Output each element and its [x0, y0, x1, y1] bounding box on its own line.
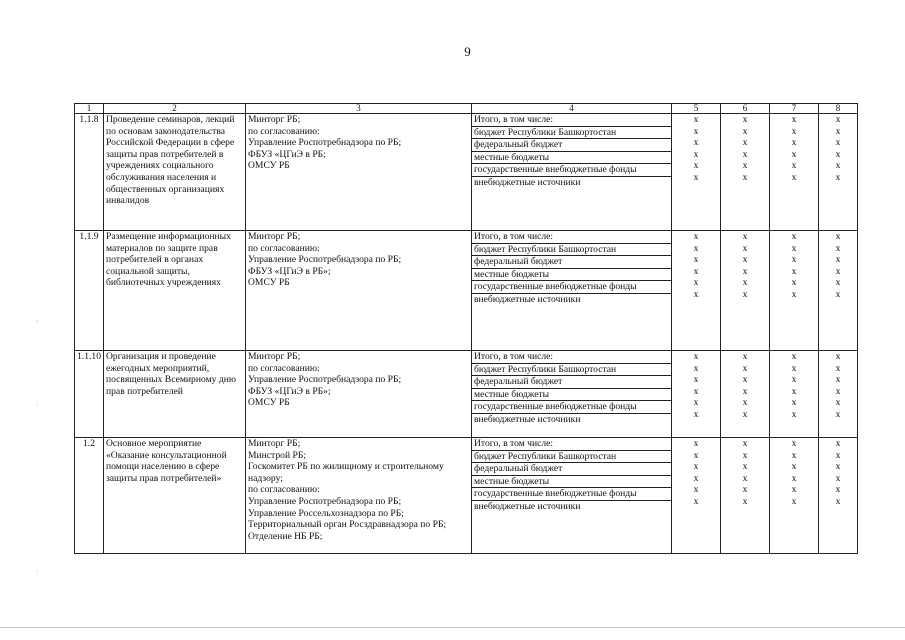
funding-source: бюджет Республики Башкортостан: [472, 244, 671, 257]
value-column-6: [721, 231, 770, 351]
activity-name: Организация и проведение ежегодных мероприятий, посвященных Всемирному дню прав потребителей: [104, 351, 246, 438]
value-mark: x: [693, 449, 699, 461]
value-mark: x: [835, 242, 841, 254]
executor-line: Территориальный орган Росздравнадзора по РБ;: [248, 519, 447, 531]
executor-line: надзору;: [248, 472, 283, 484]
value-mark: x: [791, 374, 797, 386]
header-row: [75, 104, 858, 114]
value-mark: x: [742, 408, 748, 420]
value-column-5: [672, 351, 721, 438]
activity-name: Проведение семинаров, лекций по основам законодательства Российской Федерации в сфере защиты прав потребителей в учреждениях социального обслуживания населения и общественных организациях инвалидов: [104, 114, 246, 231]
header-cell: 3: [246, 104, 472, 114]
activity-name: Основное мероприятие «Оказание консультационной помощи населению в сфере защиты прав потребителей»: [104, 438, 246, 554]
value-mark: x: [693, 385, 699, 397]
funding-source: федеральный бюджет: [472, 376, 671, 389]
value-mark: x: [835, 114, 841, 125]
value-mark: x: [693, 461, 699, 473]
value-mark: x: [791, 461, 797, 473]
executor-line: ОМСУ РБ: [248, 397, 290, 409]
value-mark: x: [791, 472, 797, 484]
bottom-divider: [0, 627, 905, 628]
funding-source: местные бюджеты: [472, 389, 671, 402]
header-cell: 8: [819, 104, 858, 114]
header-cell: 1: [75, 104, 104, 114]
executor-line: по согласованию:: [248, 125, 320, 137]
value-mark: x: [791, 265, 797, 277]
value-mark: x: [791, 495, 797, 507]
value-mark: x: [693, 288, 699, 300]
executor-line: Госкомитет РБ по жилищному и строительному: [248, 461, 444, 473]
value-mark: x: [742, 397, 748, 409]
funding-source: государственные внебюджетные фонды: [472, 164, 671, 177]
funding-source: государственные внебюджетные фонды: [472, 401, 671, 414]
funding-source: федеральный бюджет: [472, 139, 671, 152]
value-mark: x: [693, 265, 699, 277]
value-mark: x: [791, 114, 797, 125]
funding-source: местные бюджеты: [472, 269, 671, 282]
funding-sources-cell: [472, 438, 672, 554]
value-mark: x: [835, 484, 841, 496]
value-column-7: [770, 114, 819, 231]
executor-line: Управление Роспотребнадзора по РБ;: [248, 495, 402, 507]
value-mark: x: [693, 242, 699, 254]
value-mark: x: [742, 137, 748, 149]
executor-line: по согласованию:: [248, 242, 320, 254]
value-mark: x: [742, 288, 748, 300]
funding-source: бюджет Республики Башкортостан: [472, 364, 671, 377]
value-mark: x: [791, 351, 797, 362]
value-mark: x: [835, 374, 841, 386]
activity-name: Размещение информационных материалов по защите прав потребителей в органах социальной защиты, библиотечных учреждениях: [104, 231, 246, 351]
row-number: 1.1.8: [75, 114, 104, 231]
value-mark: x: [835, 231, 841, 242]
value-mark: x: [835, 288, 841, 300]
value-column-8: [819, 438, 858, 554]
value-mark: x: [791, 385, 797, 397]
header-cell: 7: [770, 104, 819, 114]
value-column-6: [721, 438, 770, 554]
executors-cell: [246, 351, 472, 438]
executor-line: Минторг РБ;: [248, 231, 301, 242]
value-mark: x: [742, 125, 748, 137]
value-mark: x: [791, 484, 797, 496]
funding-source: внебюджетные источники: [474, 176, 581, 188]
value-column-7: [770, 351, 819, 438]
value-mark: x: [835, 472, 841, 484]
value-mark: x: [742, 374, 748, 386]
value-mark: x: [693, 171, 699, 183]
value-mark: x: [835, 148, 841, 160]
value-mark: x: [693, 472, 699, 484]
table-row: [75, 114, 858, 231]
value-mark: x: [835, 408, 841, 420]
value-mark: x: [693, 374, 699, 386]
funding-source: федеральный бюджет: [472, 256, 671, 269]
funding-source: Итого, в том числе:: [472, 114, 671, 127]
header-cell: 2: [104, 104, 246, 114]
value-mark: x: [791, 288, 797, 300]
funding-sources-cell: [472, 231, 672, 351]
margin-mark: ·: [36, 401, 39, 410]
value-mark: x: [791, 277, 797, 289]
value-mark: x: [835, 449, 841, 461]
funding-source: бюджет Республики Башкортостан: [472, 127, 671, 140]
value-mark: x: [791, 438, 797, 449]
value-mark: x: [742, 484, 748, 496]
value-mark: x: [791, 254, 797, 266]
value-mark: x: [742, 461, 748, 473]
value-mark: x: [835, 495, 841, 507]
value-mark: x: [835, 254, 841, 266]
value-mark: x: [693, 362, 699, 374]
value-mark: x: [791, 362, 797, 374]
funding-source: местные бюджеты: [472, 152, 671, 165]
value-mark: x: [791, 160, 797, 172]
value-mark: x: [835, 385, 841, 397]
value-mark: x: [791, 137, 797, 149]
executors-cell: [246, 231, 472, 351]
funding-source: внебюджетные источники: [474, 500, 581, 512]
value-mark: x: [742, 148, 748, 160]
value-mark: x: [791, 231, 797, 242]
executor-line: Минторг РБ;: [248, 114, 301, 125]
value-mark: x: [835, 351, 841, 362]
executors-cell: [246, 438, 472, 554]
executor-line: Минторг РБ;: [248, 438, 301, 449]
value-mark: x: [693, 438, 699, 449]
value-mark: x: [742, 385, 748, 397]
table-row: [75, 438, 858, 554]
funding-source: федеральный бюджет: [472, 463, 671, 476]
value-column-8: [819, 351, 858, 438]
value-column-8: [819, 231, 858, 351]
value-mark: x: [742, 277, 748, 289]
value-mark: x: [693, 277, 699, 289]
value-mark: x: [693, 148, 699, 160]
value-mark: x: [693, 484, 699, 496]
value-mark: x: [835, 362, 841, 374]
value-column-7: [770, 438, 819, 554]
table-row: [75, 231, 858, 351]
funding-source: Итого, в том числе:: [472, 438, 671, 451]
value-mark: x: [742, 362, 748, 374]
value-column-5: [672, 231, 721, 351]
funding-source: Итого, в том числе:: [472, 231, 671, 244]
funding-sources-cell: [472, 351, 672, 438]
value-mark: x: [791, 171, 797, 183]
value-mark: x: [693, 231, 699, 242]
value-mark: x: [742, 242, 748, 254]
executor-line: по согласованию:: [248, 362, 320, 374]
funding-source: внебюджетные источники: [474, 413, 581, 425]
value-mark: x: [693, 254, 699, 266]
value-mark: x: [835, 438, 841, 449]
value-mark: x: [835, 397, 841, 409]
value-mark: x: [742, 438, 748, 449]
funding-source: бюджет Республики Башкортостан: [472, 451, 671, 464]
header-cell: 6: [721, 104, 770, 114]
executors-cell: [246, 114, 472, 231]
value-mark: x: [791, 449, 797, 461]
value-mark: x: [742, 160, 748, 172]
value-mark: x: [791, 397, 797, 409]
value-mark: x: [742, 171, 748, 183]
page-number: 9: [464, 44, 471, 59]
funding-source: государственные внебюджетные фонды: [472, 281, 671, 294]
value-mark: x: [693, 160, 699, 172]
margin-mark: ·: [36, 567, 39, 576]
value-column-8: [819, 114, 858, 231]
executor-line: Минстрой РБ;: [248, 449, 307, 461]
value-column-6: [721, 351, 770, 438]
value-mark: x: [693, 397, 699, 409]
executor-line: ОМСУ РБ: [248, 277, 290, 289]
header-cell: 4: [472, 104, 672, 114]
executor-line: ФБУЗ «ЦГиЭ в РБ;: [248, 148, 326, 160]
value-mark: x: [742, 495, 748, 507]
value-column-6: [721, 114, 770, 231]
value-mark: x: [835, 265, 841, 277]
value-mark: x: [835, 461, 841, 473]
funding-source: государственные внебюджетные фонды: [472, 488, 671, 501]
value-mark: x: [742, 351, 748, 362]
funding-sources-cell: [472, 114, 672, 231]
value-mark: x: [693, 125, 699, 137]
value-mark: x: [835, 171, 841, 183]
executor-line: Минторг РБ;: [248, 351, 301, 362]
executor-line: по согласованию:: [248, 484, 320, 496]
value-mark: x: [742, 472, 748, 484]
row-number: 1.1.9: [75, 231, 104, 351]
margin-mark: ·: [36, 317, 39, 326]
value-mark: x: [693, 351, 699, 362]
value-mark: x: [742, 231, 748, 242]
value-mark: x: [791, 242, 797, 254]
value-mark: x: [835, 160, 841, 172]
value-mark: x: [742, 265, 748, 277]
executor-line: Отделение НБ РБ;: [248, 530, 323, 542]
executor-line: Управление Роспотребнадзора по РБ;: [248, 254, 402, 266]
value-mark: x: [835, 125, 841, 137]
executor-line: Управление Россельхознадзора по РБ;: [248, 507, 404, 519]
value-mark: x: [693, 495, 699, 507]
value-mark: x: [742, 254, 748, 266]
value-column-5: [672, 438, 721, 554]
funding-source: местные бюджеты: [472, 476, 671, 489]
row-number: 1.1.10: [75, 351, 104, 438]
value-mark: x: [693, 114, 699, 125]
funding-source: Итого, в том числе:: [472, 351, 671, 364]
row-number: 1.2: [75, 438, 104, 554]
value-mark: x: [693, 137, 699, 149]
value-mark: x: [742, 449, 748, 461]
executor-line: Управление Роспотребнадзора по РБ;: [248, 137, 402, 149]
value-mark: x: [835, 277, 841, 289]
executor-line: ФБУЗ «ЦГиЭ в РБ»;: [248, 385, 331, 397]
value-column-5: [672, 114, 721, 231]
executor-line: Управление Роспотребнадзора по РБ;: [248, 374, 402, 386]
value-mark: x: [791, 408, 797, 420]
value-mark: x: [791, 148, 797, 160]
value-mark: x: [791, 125, 797, 137]
header-cell: 5: [672, 104, 721, 114]
value-column-7: [770, 231, 819, 351]
value-mark: x: [835, 137, 841, 149]
table-row: [75, 351, 858, 438]
value-mark: x: [742, 114, 748, 125]
executor-line: ОМСУ РБ: [248, 160, 290, 172]
executor-line: ФБУЗ «ЦГиЭ в РБ»;: [248, 265, 331, 277]
funding-source: внебюджетные источники: [474, 293, 581, 305]
value-mark: x: [693, 408, 699, 420]
program-activities-table: [74, 103, 858, 554]
